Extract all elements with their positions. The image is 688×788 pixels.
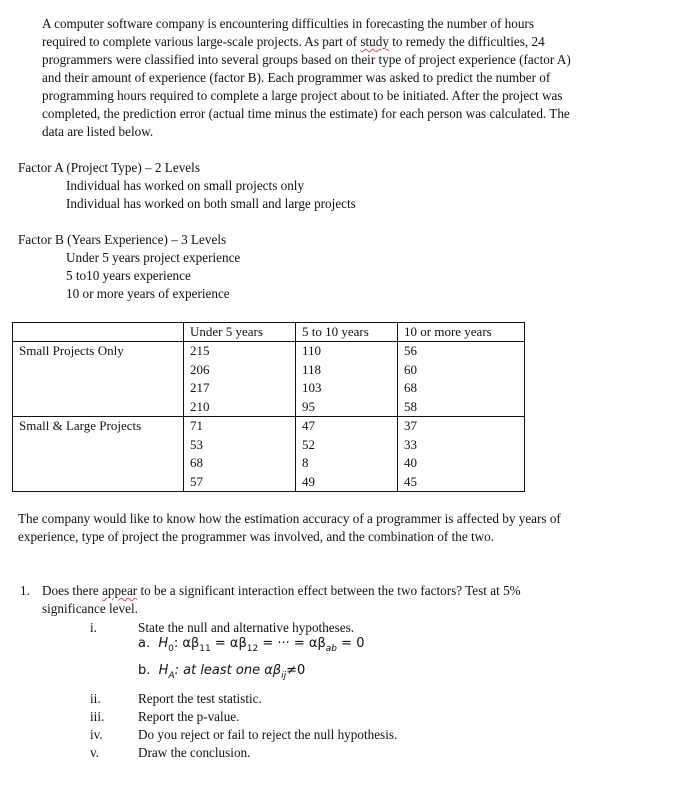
- intro-line: A computer software company is encountering difficulties in forecasting the number of hours: [42, 16, 534, 31]
- table-row: [13, 342, 525, 417]
- intro-paragraph: [42, 15, 642, 141]
- cell-value: 56: [404, 343, 417, 358]
- cell-value: 68: [404, 380, 417, 395]
- cell-value: 68: [190, 455, 203, 470]
- cell-value: 40: [404, 455, 417, 470]
- cell-value: 8: [302, 455, 309, 470]
- table-cell: [398, 342, 525, 417]
- cell-value: 47: [302, 418, 315, 433]
- cell-value: 33: [404, 436, 417, 452]
- cell-value: 110: [302, 343, 322, 358]
- factor-b-level: 5 to10 years experience: [66, 268, 191, 283]
- spellcheck-word[interactable]: appear: [102, 583, 138, 598]
- null-hypothesis: a. $H_0$: $\alpha\beta_{11} = \alpha\beta_{12}$ = ··· = $\alpha\beta_{ab} = 0$: [138, 636, 365, 654]
- sub-item-number: iii.: [90, 709, 105, 724]
- cell-value: 53: [190, 436, 203, 452]
- intro-line: programmers were classified into several groups based on their type of project experience (factor A): [42, 52, 571, 67]
- cell-value: 49: [302, 473, 315, 489]
- sub-item-text: Report the test statistic.: [138, 691, 262, 706]
- column-header: Under 5 years: [184, 323, 296, 342]
- alternative-hypothesis: b. $H_A$: at least one $\alpha\beta_{ij}\ne 0$: [138, 663, 306, 681]
- intro-line: data are listed below.: [42, 124, 154, 139]
- sub-item-text: Draw the conclusion.: [138, 745, 251, 760]
- factor-a-level: Individual has worked on small projects only: [66, 178, 305, 193]
- table-cell: [398, 417, 525, 492]
- column-header: 5 to 10 years: [296, 323, 398, 342]
- cell-value: 58: [404, 398, 417, 414]
- cell-value: 217: [190, 380, 210, 395]
- table-cell: [296, 417, 398, 492]
- row-label: Small Projects Only: [13, 342, 184, 417]
- cell-value: 45: [404, 473, 417, 489]
- intro-line: programming hours required to complete a large project about to be initiated. After the project was: [42, 88, 563, 103]
- sub-item-number: ii.: [90, 691, 101, 706]
- factor-a-title: Factor A (Project Type) – 2 Levels: [18, 160, 200, 175]
- cell-value: 57: [190, 473, 203, 489]
- cell-value: 95: [302, 398, 315, 414]
- closing-line: The company would like to know how the estimation accuracy of a programmer is affected by years of: [18, 511, 561, 526]
- sub-item-text: Report the p-value.: [138, 709, 240, 724]
- cell-value: 206: [190, 361, 210, 377]
- cell-value: 60: [404, 361, 417, 377]
- question-line: significance level.: [42, 601, 138, 616]
- cell-value: 103: [302, 380, 322, 395]
- cell-value: 71: [190, 418, 203, 433]
- question-line: Does there appear to be a significant interaction effect between the two factors? Test at 5%: [42, 583, 521, 598]
- spellcheck-word[interactable]: study: [360, 34, 389, 49]
- cell-value: 215: [190, 343, 210, 358]
- closing-line: experience, type of project the programmer was involved, and the combination of the two.: [18, 529, 495, 544]
- sub-item-text: Do you reject or fail to reject the null hypothesis.: [138, 727, 398, 742]
- data-table: [12, 322, 525, 492]
- table-cell: [184, 417, 296, 492]
- column-header: 10 or more years: [398, 323, 525, 342]
- table-row: [13, 417, 525, 492]
- factor-b-title: Factor B (Years Experience) – 3 Levels: [18, 232, 227, 247]
- question-number: 1.: [20, 583, 30, 598]
- row-label: Small & Large Projects: [13, 417, 184, 492]
- factor-a-level: Individual has worked on both small and large projects: [66, 196, 356, 211]
- intro-line: required to complete various large-scale projects. As part of study to remedy the difficulties, 24: [42, 34, 545, 49]
- table-header-row: [13, 323, 525, 342]
- intro-line: completed, the prediction error (actual time minus the estimate) for each person was calculated. The: [42, 106, 570, 121]
- table-corner-cell: [13, 323, 184, 342]
- sub-item-number: v.: [90, 745, 100, 760]
- factor-b-level: 10 or more years of experience: [66, 286, 230, 301]
- sub-item-number: iv.: [90, 727, 103, 742]
- cell-value: 52: [302, 436, 315, 452]
- cell-value: 37: [404, 418, 417, 433]
- cell-value: 118: [302, 361, 322, 377]
- factor-b-level: Under 5 years project experience: [66, 250, 241, 265]
- table-cell: [296, 342, 398, 417]
- intro-line: and their amount of experience (factor B). Each programmer was asked to predict the number of: [42, 70, 551, 85]
- cell-value: 210: [190, 398, 210, 414]
- sub-item-text: State the null and alternative hypotheses.: [138, 620, 355, 635]
- sub-item-number: i.: [90, 620, 97, 635]
- table-cell: [184, 342, 296, 417]
